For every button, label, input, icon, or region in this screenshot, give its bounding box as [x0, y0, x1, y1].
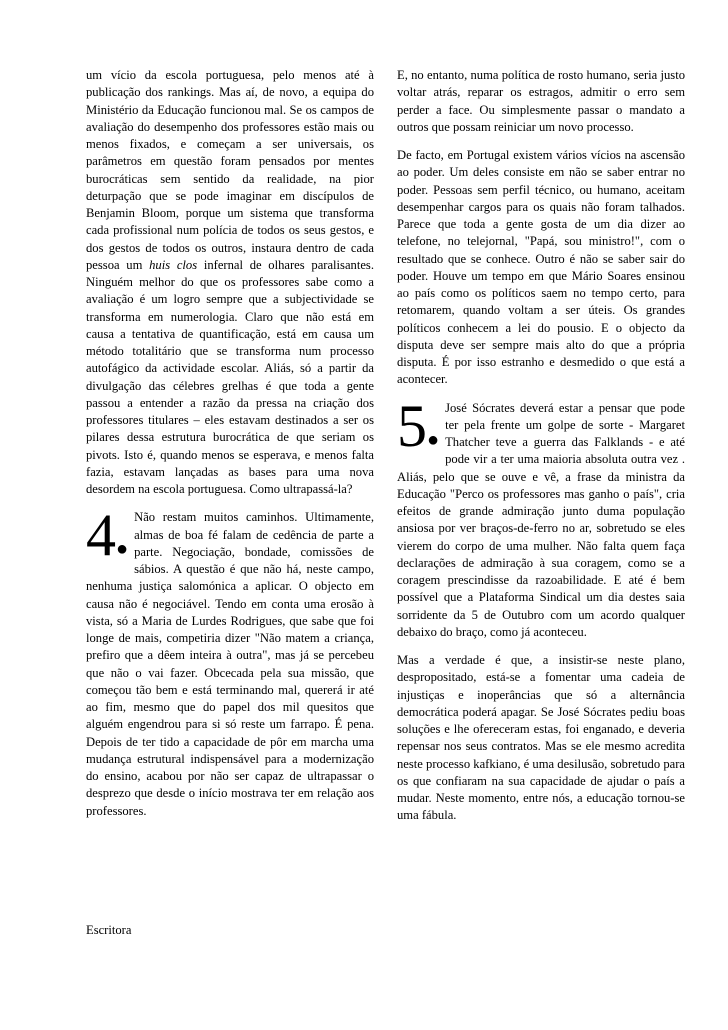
right-column — [397, 67, 685, 825]
section-number-5: 5● — [397, 392, 440, 459]
italic-phrase: huis clos — [149, 257, 198, 272]
paragraph: um vício da escola portuguesa, pelo menos até à publicação dos rankings. Mas aí, de novo, a equipa do Ministério da Educação funcionou mal. Se os campos de avaliação do desempenho dos professores estão mais ou menos fixados, e começam a ser universais, os parâmetros em questão foram pensados por mentes burocráticas sem sentido da realidade, na pior deturpação que se pode imaginar em discípulos de Benjamin Bloom, porque um sistema que transforma cada profissional num polícia de todos os seus gestos, e dos gestos de todos os outros, instaura dentro de cada pessoa um huis clos infernal de olhares paralisantes. Ninguém melhor do que os professores sabe como a avaliação é um logro sempre que a subjectividade se transforma em numerologia. Claro que não está em causa a tentativa de quantificação, está em causa um método totalitário que se transforma num processo autofágico da actividade escolar. Aliás, só a partir da divulgação das célebres grelhas é que toda a gente passou a entender a razão da pressa na criação dos professores titulares – eles estavam destinados a ser os pilares dessa estrutura burocrática de que seriam os pivots. Isto é, quando menos se esperava, e menos falta fazia, estavam lançadas as bases para uma nova desordem na escola portuguesa. Como ultrapassá-la? — [86, 68, 374, 496]
left-column — [86, 67, 374, 820]
paragraph: De facto, em Portugal existem vários vícios na ascensão ao poder. Um deles consiste em não se saber entrar no poder. Pessoas sem perfil técnico, ou humano, aceitam desempenhar cargos para os quais não foram talhados. Parece que toda a gente gosta de um dia dizer ao telefone, no telejornal, "Papá, sou ministro!", com o resultado que se conhece. Outro é não se saber sair do poder. Houve um tempo em que Mário Soares ensinou ao país como os políticos saem no tempo certo, para retomarem, quando voltam a ser úteis. Os grandes políticos conhecem a lei do pousio. E o objecto da disputa deve ser sempre mais alto do que a própria disputa. É por isso estranho e desmedido o que está a acontecer. — [397, 148, 685, 387]
section-number-4: 4● — [86, 502, 129, 569]
section-4-paragraph: 4● Não restam muitos caminhos. Ultimamente, almas de boa fé falam de cedência de parte a parte. Negociação, bondade, comissões de sábios. A questão é que não há, neste campo, nenhuma justiça salomónica a aplicar. O objecto em causa não é negociável. Tendo em conta uma erosão à vista, só a Maria de Lurdes Rodrigues, que sabe que foi longe de mais, competiria dizer "Não matem a criança, prefiro que a dêem inteira à outra", mas já se percebeu que não o vai fazer. Obcecada pela sua missão, que começou tão bem e está terminando mal, quererá ir até ao fim, mesmo que do papel dos mil quesitos que alguém engendrou para si só reste um farrapo. É pena. Depois de ter tido a capacidade de pôr em marcha uma mudança estrutural indispensável para a modernização do ensino, acabou por não ser capaz de ultrapassar o desprezo que desde o início mostrava ter em relação aos professores. — [86, 502, 374, 818]
paragraph: E, no entanto, numa política de rosto humano, seria justo voltar atrás, reparar os estragos, admitir o erro sem perder a face. Ou simplesmente passar o mandato a outros que possam reiniciar um novo processo. — [397, 68, 685, 134]
author-signature: Escritora — [86, 923, 132, 937]
section-5-paragraph: 5● José Sócrates deverá estar a pensar que pode ter pela frente um golpe de sorte - Margaret Thatcher teve a guerra das Falklands - e até pode vir a ter uma maioria absoluta outra vez . Aliás, pelo que se ouve e vê, a frase da ministra da Educação "Perco os professores mas ganho o país", cria efeitos de grande admiração junto duma população ansiosa por ver braços-de-ferro no ar, sobretudo se eles vierem do corpo de uma mulher. Não falta quem faça declarações de admiração à sua coragem, como se a coragem prescindisse da razoabilidade. E até é bem possível que a Plataforma Sindical um dia destes saia sorridente da 5 de Outubro com um acordo qualquer debaixo do braço, como já aconteceu. — [397, 392, 685, 639]
paragraph: Mas a verdade é que, a insistir-se neste plano, despropositado, está-se a fomentar uma cadeia de injustiças e inoperâncias que só a alternância democrática poderá apagar. Se José Sócrates pediu boas soluções e lhe ofereceram estas, foi enganado, e deveria repensar nos seus contratos. Mas se ele mesmo acredita neste processo kafkiano, é uma desilusão, sobretudo para os que confiaram na sua capacidade de ajudar o país a mudar. Neste momento, entre nós, a educação tornou-se uma fábula. — [397, 653, 685, 823]
